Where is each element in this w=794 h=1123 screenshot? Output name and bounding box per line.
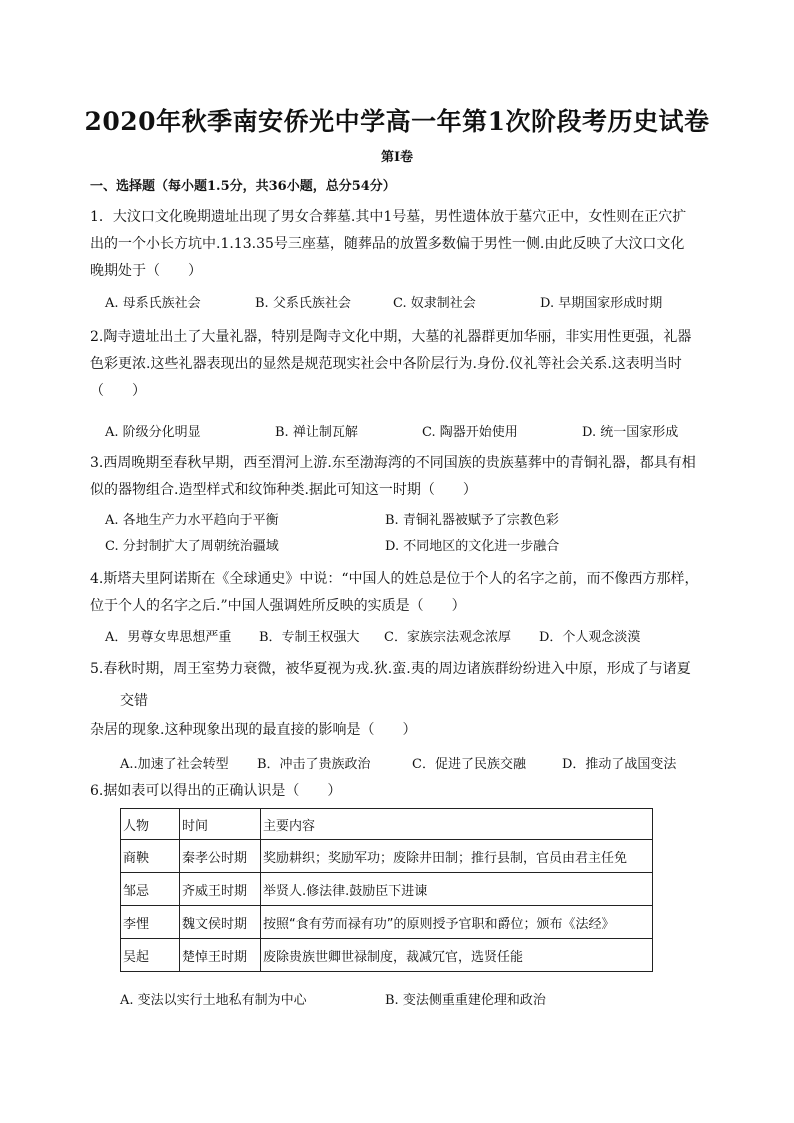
question-3-line-2: 似的器物组合.造型样式和纹饰种类.据此可知这一时期（ ） bbox=[90, 482, 477, 498]
table-cell: 齐威王时期 bbox=[180, 873, 261, 906]
reform-table bbox=[120, 808, 653, 972]
table-cell: 按照“食有劳而禄有功”的原则授予官职和爵位；颁布《法经》 bbox=[261, 906, 653, 939]
question-2-line-3: （ ） bbox=[90, 383, 146, 399]
table-cell: 邹忌 bbox=[121, 873, 180, 906]
question-5-line-2: 交错 bbox=[120, 693, 148, 709]
option-b: B．冲击了贵族政治 bbox=[257, 757, 371, 772]
table-header-cell: 主要内容 bbox=[261, 809, 653, 840]
table-row bbox=[121, 873, 653, 906]
option-a: A..加速了社会转型 bbox=[120, 757, 229, 772]
question-5 bbox=[90, 656, 702, 683]
option-c: C. 奴隶制社会 bbox=[393, 296, 476, 311]
question-4-line-1: 4.斯塔夫里阿诺斯在《全球通史》中说：“中国人的姓总是位于个人的名字之前，而不像西方那样， bbox=[90, 571, 699, 587]
table-cell: 秦孝公时期 bbox=[180, 840, 261, 873]
table-header-row bbox=[121, 809, 653, 840]
option-a: A．男尊女卑思想严重 bbox=[105, 630, 232, 645]
option-a: A. 变法以实行土地私有制为中心 bbox=[120, 993, 307, 1008]
table-cell: 商鞅 bbox=[121, 840, 180, 873]
question-1 bbox=[90, 204, 702, 285]
exam-title: 2020年秋季南安侨光中学高一年第1次阶段考历史试卷 bbox=[84, 107, 710, 136]
option-b: B. 父系氏族社会 bbox=[255, 296, 351, 311]
option-b: B. 青铜礼器被赋予了宗教色彩 bbox=[385, 513, 559, 528]
table-cell: 吴起 bbox=[121, 939, 180, 972]
option-b: B. 禅让制瓦解 bbox=[275, 425, 358, 440]
table-cell: 李悝 bbox=[121, 906, 180, 939]
question-2-line-2: 色彩更浓.这些礼器表现出的显然是规范现实社会中各阶层行为.身份.仪礼等社会关系.这表明当时 bbox=[90, 356, 682, 372]
question-5-cont bbox=[90, 717, 702, 744]
table-cell: 楚悼王时期 bbox=[180, 939, 261, 972]
option-c: C. 陶器开始使用 bbox=[422, 425, 518, 440]
option-a: A. 各地生产力水平趋向于平衡 bbox=[105, 513, 279, 528]
volume-label: 第Ⅰ卷 bbox=[380, 150, 414, 165]
question-1-line-1: 1．大汶口文化晚期遗址出现了男女合葬墓.其中1号墓，男性遗体放于墓穴正中，女性则在正穴扩 bbox=[90, 209, 687, 225]
question-5-line-3: 杂居的现象.这种现象出现的最直接的影响是（ ） bbox=[90, 722, 417, 738]
question-4-line-2: 位于个人的名字之后.”中国人强调姓所反映的实质是（ ） bbox=[90, 598, 466, 614]
option-d: D. 不同地区的文化进一步融合 bbox=[385, 539, 560, 554]
option-c: C. 分封制扩大了周朝统治疆域 bbox=[105, 539, 279, 554]
question-6-line-1: 6.据如表可以得出的正确认识是（ ） bbox=[90, 783, 342, 799]
question-6 bbox=[90, 778, 702, 805]
table-header-cell: 人物 bbox=[121, 809, 180, 840]
option-a: A. 阶级分化明显 bbox=[105, 425, 201, 440]
question-2 bbox=[90, 324, 702, 405]
table-row bbox=[121, 906, 653, 939]
question-3-line-1: 3.西周晚期至春秋早期，西至渭河上游.东至渤海湾的不同国族的贵族墓葬中的青铜礼器，都具有相 bbox=[90, 455, 696, 471]
question-3 bbox=[90, 450, 702, 504]
option-c: C．促进了民族交融 bbox=[412, 757, 526, 772]
option-b: B. 变法侧重重建伦理和政治 bbox=[385, 993, 546, 1008]
option-a: A. 母系氏族社会 bbox=[105, 296, 201, 311]
table-header-cell: 时间 bbox=[180, 809, 261, 840]
option-d: D．推动了战国变法 bbox=[562, 757, 677, 772]
question-1-line-3: 晚期处于（ ） bbox=[90, 263, 202, 279]
option-d: D. 统一国家形成 bbox=[582, 425, 679, 440]
option-b: B．专制王权强大 bbox=[259, 630, 360, 645]
table-row bbox=[121, 840, 653, 873]
question-2-line-1: 2.陶寺遗址出土了大量礼器，特别是陶寺文化中期，大墓的礼器群更加华丽，非实用性更强，礼器 bbox=[90, 329, 692, 345]
option-d: D．个人观念淡漠 bbox=[539, 630, 641, 645]
table-cell: 魏文侯时期 bbox=[180, 906, 261, 939]
question-5-line-1: 5.春秋时期，周王室势力衰微，被华夏视为戎.狄.蛮.夷的周边诸族群纷纷进入中原，形成了与诸夏 bbox=[90, 661, 691, 677]
table-cell: 废除贵族世卿世禄制度，裁减冗官，选贤任能 bbox=[261, 939, 653, 972]
option-c: C．家族宗法观念浓厚 bbox=[384, 630, 511, 645]
table-cell: 举贤人.修法律.鼓励臣下进谏 bbox=[261, 873, 653, 906]
option-d: D. 早期国家形成时期 bbox=[540, 296, 663, 311]
table-row bbox=[121, 939, 653, 972]
table-cell: 奖励耕织；奖励军功；废除井田制；推行县制，官员由君主任免 bbox=[261, 840, 653, 873]
question-4 bbox=[90, 566, 702, 620]
question-1-line-2: 出的一个小长方坑中.1.13.35号三座墓，随葬品的放置多数偏于男性一侧.由此反映了大汶口文化 bbox=[90, 236, 685, 252]
section-heading: 一、选择题（每小题1.5分，共36小题，总分54分） bbox=[90, 179, 396, 194]
